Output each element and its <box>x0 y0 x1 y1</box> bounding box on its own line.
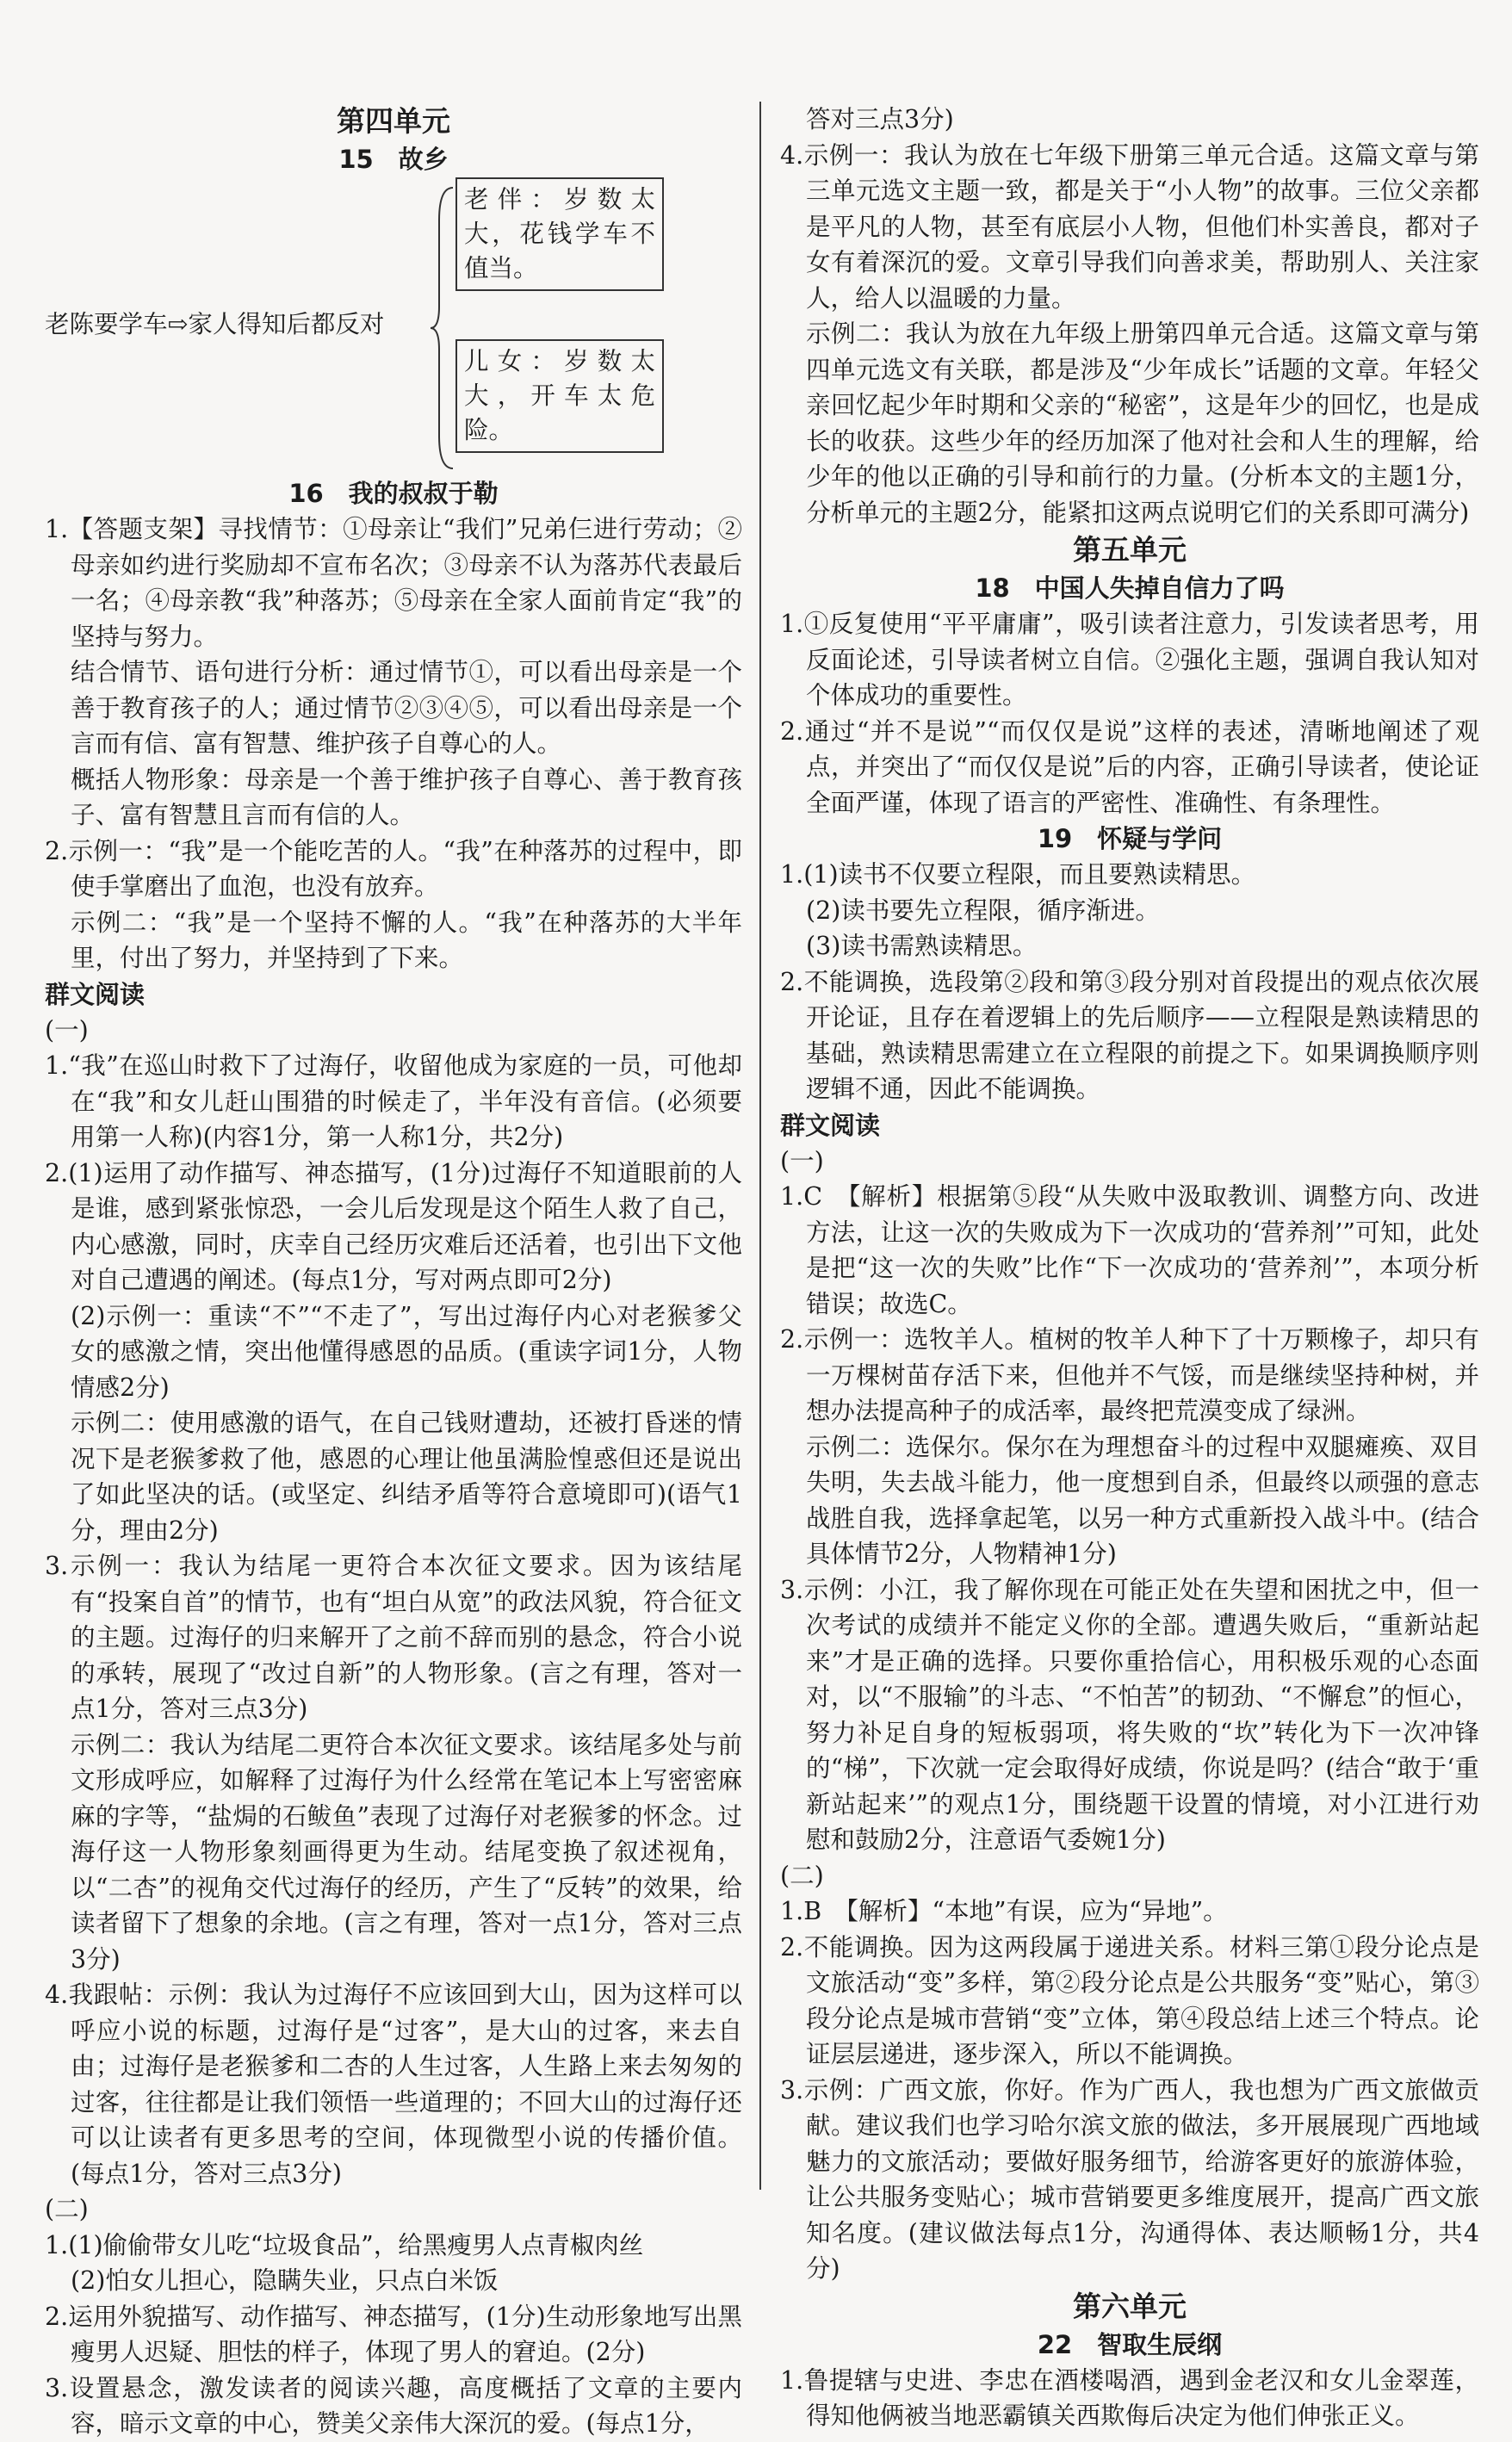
group-reading-heading: 群文阅读 <box>45 979 146 1009</box>
diagram-box-children: 儿女：岁数太大，开车太危险。 <box>455 339 664 453</box>
answer-item: 1.鲁提辖与史进、李忠在酒楼喝酒，遇到金老汉和女儿金翠莲，得知他俩被当地恶霸镇关西欺侮后决定为他们伸张正义。 <box>780 2365 1479 2430</box>
answer-item: 1.(1)读书不仅要立程限，而且要熟读精思。 <box>780 860 1256 889</box>
answer-item: (2)怕女儿担心，隐瞒失业，只点白米饭 <box>71 2266 499 2295</box>
answer-item: 2.示例一：“我”是一个能吃苦的人。“我”在种落苏的过程中，即使手掌磨出了血泡，也没有放弃。 <box>45 836 742 901</box>
left-column <box>45 102 742 2442</box>
answer-continuation: 答对三点3分) <box>806 105 954 133</box>
diagram-root-text: 老陈要学车⇨家人得知后都反对 <box>45 310 385 338</box>
subsection-label: (二) <box>45 2195 89 2223</box>
subsection-label: (一) <box>780 1146 824 1175</box>
answer-item: (2)读书要先立程限，循序渐进。 <box>806 896 1160 925</box>
answer-item: 示例二：选保尔。保尔在为理想奋斗的过程中双腿瘫痪、双目失明，失去战斗能力，他一度想到自杀，但最终以顽强的意志战胜自我，选择拿起笔，以另一种方式重新投入战斗中。(结合具体情节2分，人物精神1分) <box>806 1432 1479 1568</box>
unit-4-heading: 第四单元 <box>337 104 450 138</box>
answer-item: 2.运用外貌描写、动作描写、神态描写，(1分)生动形象地写出黑瘦男人迟疑、胆怯的样子，体现了男人的窘迫。(2分) <box>45 2302 742 2366</box>
answer-item: 1.C 【解析】根据第⑤段“从失败中汲取教训、调整方向、改进方法，让这一次的失败成为下一次成功的‘营养剂’”可知，此处是把“这一次的失败”比作“下一次成功的‘营养剂’”，本项分析错误；故选C。 <box>780 1182 1479 1318</box>
answer-item: 示例二：使用感激的语气，在自己钱财遭劫，还被打昏迷的情况下是老猴爹救了他，感恩的心理让他虽满脸惶惑但还是说出了如此坚决的话。(或坚定、纠结矛盾等符合意境即可)(语气1分，理由2分) <box>71 1409 742 1545</box>
answer-item: 2.示例一：选牧羊人。植树的牧羊人种下了十万颗橡子，却只有一万棵树苗存活下来，但他并不气馁，而是继续坚持种树，并想办法提高种子的成活率，最终把荒漠变成了绿洲。 <box>780 1325 1479 1425</box>
brace-icon <box>429 186 455 470</box>
lesson-15-title: 15 故乡 <box>338 145 449 174</box>
answer-item: 示例二：我认为结尾二更符合本次征文要求。该结尾多处与前文形成呼应，如解释了过海仔为什么经常在笔记本上写密密麻麻的字等，“盐焗的石鲅鱼”表现了过海仔对老猴爹的怀念。过海仔这一人物形象刻画得更为生动。结尾变换了叙述视角，以“二杏”的视角交代过海仔的经历，产生了“反转”的效果，给读者留下了想象的余地。(言之有理，答对一点1分，答对三点3分) <box>71 1730 742 1974</box>
answer-item: 1.B 【解析】“本地”有误，应为“异地”。 <box>780 1897 1228 1925</box>
unit-6-heading: 第六单元 <box>1073 2289 1187 2323</box>
answer-item: 1.“我”在巡山时救下了过海仔，收留他成为家庭的一员，可他却在“我”和女儿赶山围猎的时候走了，半年没有音信。(必须要用第一人称)(内容1分，第一人称1分，共2分) <box>45 1051 742 1151</box>
answer-item: 概括人物形象：母亲是一个善于维护孩子自尊心、善于教育孩子、富有智慧且言而有信的人。 <box>71 765 742 829</box>
right-column <box>780 102 1479 2434</box>
lesson-16-title: 16 我的叔叔于勒 <box>288 479 499 508</box>
subsection-label: (一) <box>45 1015 89 1044</box>
answer-item: 1.【答题支架】寻找情节：①母亲让“我们”兄弟仨进行劳动；②母亲如约进行奖励却不宣布名次；③母亲不认为落苏代表最后一名；④母亲教“我”种落苏；⑤母亲在全家人面前肯定“我”的坚持与努力。 <box>45 515 742 651</box>
lesson-18-title: 18 中国人失掉自信力了吗 <box>975 573 1285 603</box>
answer-item: 3.示例：小江，我了解你现在可能正处在失望和困扰之中，但一次考试的成绩并不能定义你的全部。遭遇失败后，“重新站起来”才是正确的选择。只要你重拾信心，用积极乐观的心态面对，以“不服输”的斗志、“不怕苦”的韧劲、“不懈怠”的恒心，努力补足自身的短板弱项，将失败的“坎”转化为下一次冲锋的“梯”，下次就一定会取得好成绩，你说是吗？(结合“敢于‘重新站起来’”的观点1分，围绕题干设置的情境，对小江进行劝慰和鼓励2分，注意语气委婉1分) <box>780 1575 1479 1854</box>
answer-item: 示例二：“我”是一个坚持不懈的人。“我”在种落苏的大半年里，付出了努力，并坚持到了下来。 <box>71 908 742 972</box>
answer-item: 2.不能调换，选段第②段和第③段分别对首段提出的观点依次展开论证，且存在着逻辑上的先后顺序——立程限是熟读精思的基础，熟读精思需建立在立程限的前提之下。如果调换顺序则逻辑不通，因此不能调换。 <box>780 967 1479 1103</box>
answer-item: 1.(1)偷偷带女儿吃“垃圾食品”，给黑瘦男人点青椒肉丝 <box>45 2230 644 2259</box>
answer-item: 3.示例：广西文旅，你好。作为广西人，我也想为广西文旅做贡献。建议我们也学习哈尔滨文旅的做法，多开展展现广西地域魅力的文旅活动；要做好服务细节，给游客更好的旅游体验，让公共服务变贴心；城市营销要更多维度展开，提高广西文旅知名度。(建议做法每点1分，沟通得体、表达顺畅1分，共4分) <box>780 2075 1479 2283</box>
answer-item: 4.示例一：我认为放在七年级下册第三单元合适。这篇文章与第三单元选文主题一致，都是关于“小人物”的故事。三位父亲都是平凡的人物，甚至有底层小人物，但他们朴实善良，都对子女有着深沉的爱。文章引导我们向善求美，帮助别人、关注家人，给人以温暖的力量。 <box>780 140 1479 313</box>
answer-item: 3.设置悬念，激发读者的阅读兴趣，高度概括了文章的主要内容，暗示文章的中心，赞美父亲伟大深沉的爱。(每点1分， <box>45 2373 742 2438</box>
answer-item: (3)读书需熟读精思。 <box>806 932 1038 960</box>
column-divider <box>759 102 761 2190</box>
unit-5-heading: 第五单元 <box>1073 533 1187 567</box>
diagram-box-spouse: 老伴：岁数太大，花钱学车不值当。 <box>455 177 664 291</box>
lesson-19-title: 19 怀疑与学问 <box>1037 824 1223 853</box>
answer-item: 2.不能调换。因为这两段属于递进关系。材料三第①段分论点是文旅活动“变”多样，第②段分论点是公共服务“变”贴心，第③段分论点是城市营销“变”立体，第④段总结上述三个特点。论证层层递进，逐步深入，所以不能调换。 <box>780 1932 1479 2068</box>
answer-item: (2)示例一：重读“不”“不走了”，写出过海仔内心对老猴爹父女的感激之情，突出他懂得感恩的品质。(重读字词1分，人物情感2分) <box>71 1301 742 1402</box>
group-reading-heading: 群文阅读 <box>780 1110 881 1140</box>
answer-item: 1.①反复使用“平平庸庸”，吸引读者注意力，引发读者思考，用反面论述，引导读者树立自信。②强化主题，强调自我认知对个体成功的重要性。 <box>780 610 1479 710</box>
subsection-label: (二) <box>780 1861 824 1890</box>
answer-item: 2.(1)运用了动作描写、神态描写，(1分)过海仔不知道眼前的人是谁，感到紧张惊恐，一会儿后发现是这个陌生人救了自己，内心感激，同时，庆幸自己经历灾难后还活着，也引出下文他对自己遭遇的阐述。(每点1分，写对两点即可2分) <box>45 1158 742 1294</box>
answer-item: 示例二：我认为放在九年级上册第四单元合适。这篇文章与第四单元选文有关联，都是涉及“少年成长”话题的文章。年轻父亲回忆起少年时期和父亲的“秘密”，这是年少的回忆，也是成长的收获。这些少年的经历加深了他对社会和人生的理解，给少年的他以正确的引导和前行的力量。(分析本文的主题1分，分析单元的主题2分，能紧扣这两点说明它们的关系即可满分) <box>806 319 1479 527</box>
lesson-22-title: 22 智取生辰纲 <box>1037 2329 1223 2359</box>
answer-item: 2.通过“并不是说”“而仅仅是说”这样的表述，清晰地阐述了观点，并突出了“而仅仅是说”后的内容，正确引导读者，使论证全面严谨，体现了语言的严密性、准确性、有条理性。 <box>780 716 1479 817</box>
answer-item: 4.我跟帖：示例：我认为过海仔不应该回到大山，因为这样可以呼应小说的标题，过海仔是“过客”，是大山的过客，来去自由；过海仔是老猴爹和二杏的人生过客，人生路上来去匆匆的过客，往往都是让我们领悟一些道理的；不回大山的过海仔还可以让读者有更多思考的空间，体现微型小说的传播价值。(每点1分，答对三点3分) <box>45 1980 742 2188</box>
plot-diagram <box>45 177 742 475</box>
answer-item: 3.示例一：我认为结尾一更符合本次征文要求。因为该结尾有“投案自首”的情节，也有“坦白从宽”的政法风貌，符合征文的主题。过海仔的归来解开了之前不辞而别的悬念，符合小说的承转，展现了“改过自新”的人物形象。(言之有理，答对一点1分，答对三点3分) <box>45 1552 742 1723</box>
answer-item: 结合情节、语句进行分析：通过情节①，可以看出母亲是一个善于教育孩子的人；通过情节②③④⑤，可以看出母亲是一个言而有信、富有智慧、维护孩子自尊心的人。 <box>71 658 742 758</box>
